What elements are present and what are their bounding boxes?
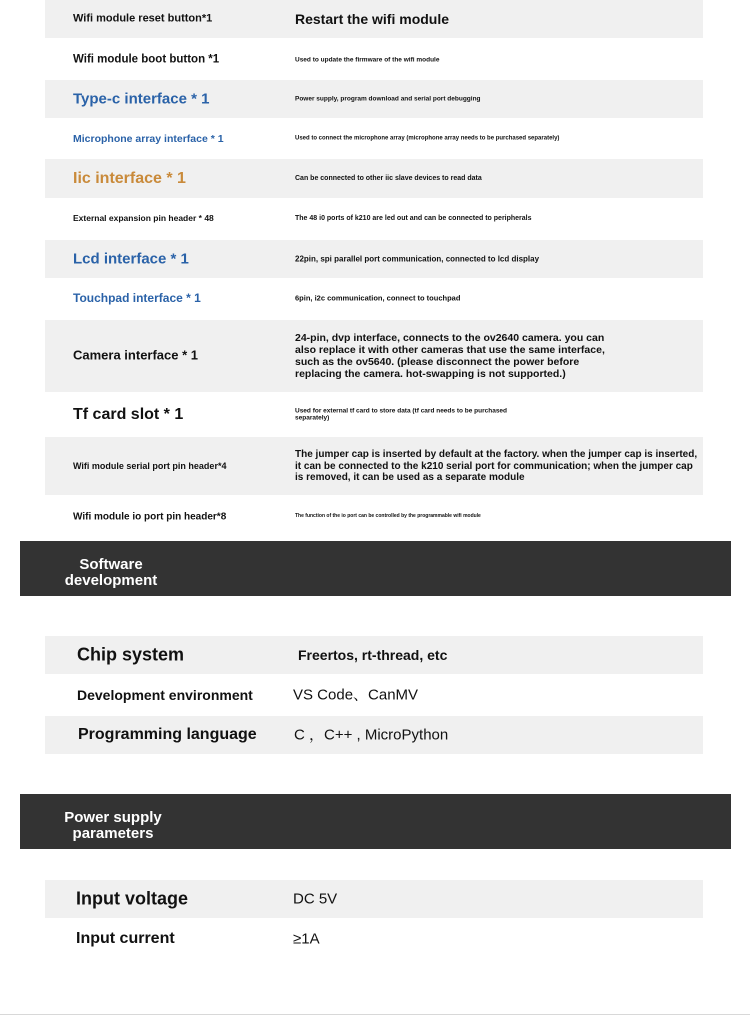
table-row bbox=[45, 0, 703, 38]
row-value: ≥1A bbox=[293, 930, 320, 948]
section-title: Power supply parameters bbox=[64, 809, 162, 842]
row-label: Wifi module boot button *1 bbox=[73, 53, 220, 66]
divider bbox=[0, 1014, 750, 1015]
row-value: Used for external tf card to store data (tf card needs to be purchased separately) bbox=[295, 407, 508, 422]
table-row bbox=[45, 437, 703, 495]
row-value: 24-pin, dvp interface, connects to the ov2640 camera. you can also replace it with other cameras that use the same interface, such as the ov5640. (please disconnect the power before replacing the camera. hot-swapping is not supported.) bbox=[295, 331, 605, 381]
row-label: Input current bbox=[76, 929, 175, 947]
row-label: Wifi module reset button*1 bbox=[73, 12, 213, 25]
table-row bbox=[45, 200, 703, 238]
row-label: Development environment bbox=[77, 686, 253, 703]
table-row bbox=[45, 120, 703, 158]
row-label: Type-c interface * 1 bbox=[73, 90, 210, 108]
row-value: Freertos, rt-thread, etc bbox=[298, 646, 448, 663]
section-title: Software development bbox=[64, 556, 158, 589]
table-row bbox=[45, 240, 703, 278]
row-value: The 48 i0 ports of k210 are led out and can be connected to peripherals bbox=[295, 214, 532, 222]
row-label: Chip system bbox=[77, 644, 185, 665]
table-row bbox=[45, 636, 703, 674]
row-value: The function of the io port can be controlled by the programmable wifi module bbox=[295, 513, 481, 520]
table-row bbox=[45, 676, 703, 714]
row-label: Programming language bbox=[78, 725, 257, 743]
table-row bbox=[45, 396, 703, 434]
table-row bbox=[45, 498, 703, 536]
table-row bbox=[45, 716, 703, 754]
row-value: Used to connect the microphone array (microphone array needs to be purchased separately) bbox=[295, 135, 560, 142]
row-value: C ，C++ , MicroPython bbox=[294, 726, 449, 744]
row-value: 22pin, spi parallel port communication, connected to lcd display bbox=[295, 254, 540, 264]
row-value: Used to update the firmware of the wifi module bbox=[295, 56, 440, 64]
row-label: Touchpad interface * 1 bbox=[73, 291, 201, 306]
row-label: Wifi module serial port pin header*4 bbox=[73, 460, 227, 471]
row-label: Camera interface * 1 bbox=[73, 347, 199, 363]
section-header-power bbox=[20, 794, 731, 849]
row-value: Power supply, program download and serial port debugging bbox=[295, 95, 481, 103]
table-row bbox=[45, 159, 703, 198]
row-value: 6pin, i2c communication, connect to touchpad bbox=[295, 293, 461, 303]
table-row bbox=[45, 41, 703, 79]
row-value: VS Code、CanMV bbox=[293, 686, 419, 704]
table-row bbox=[45, 920, 703, 958]
row-value: DC 5V bbox=[293, 890, 338, 908]
row-label: Input voltage bbox=[76, 888, 188, 909]
row-label: External expansion pin header * 48 bbox=[73, 213, 214, 224]
row-value: Can be connected to other iic slave devices to read data bbox=[295, 174, 482, 182]
row-label: Wifi module io port pin header*8 bbox=[73, 511, 227, 523]
row-label: Iic interface * 1 bbox=[73, 169, 186, 187]
table-row bbox=[45, 80, 703, 118]
table-row bbox=[45, 880, 703, 918]
table-row bbox=[45, 280, 703, 318]
row-label: Tf card slot * 1 bbox=[73, 405, 184, 423]
row-label: Lcd interface * 1 bbox=[73, 250, 189, 268]
row-value: Restart the wifi module bbox=[295, 10, 450, 27]
section-header-software bbox=[20, 541, 731, 596]
table-row bbox=[45, 320, 703, 392]
row-value: The jumper cap is inserted by default at the factory. when the jumper cap is inserted, it can be connected to the k210 serial port for communication; when the jumper cap is removed, it can be used as a separate module bbox=[295, 448, 698, 483]
row-label: Microphone array interface * 1 bbox=[73, 132, 224, 145]
